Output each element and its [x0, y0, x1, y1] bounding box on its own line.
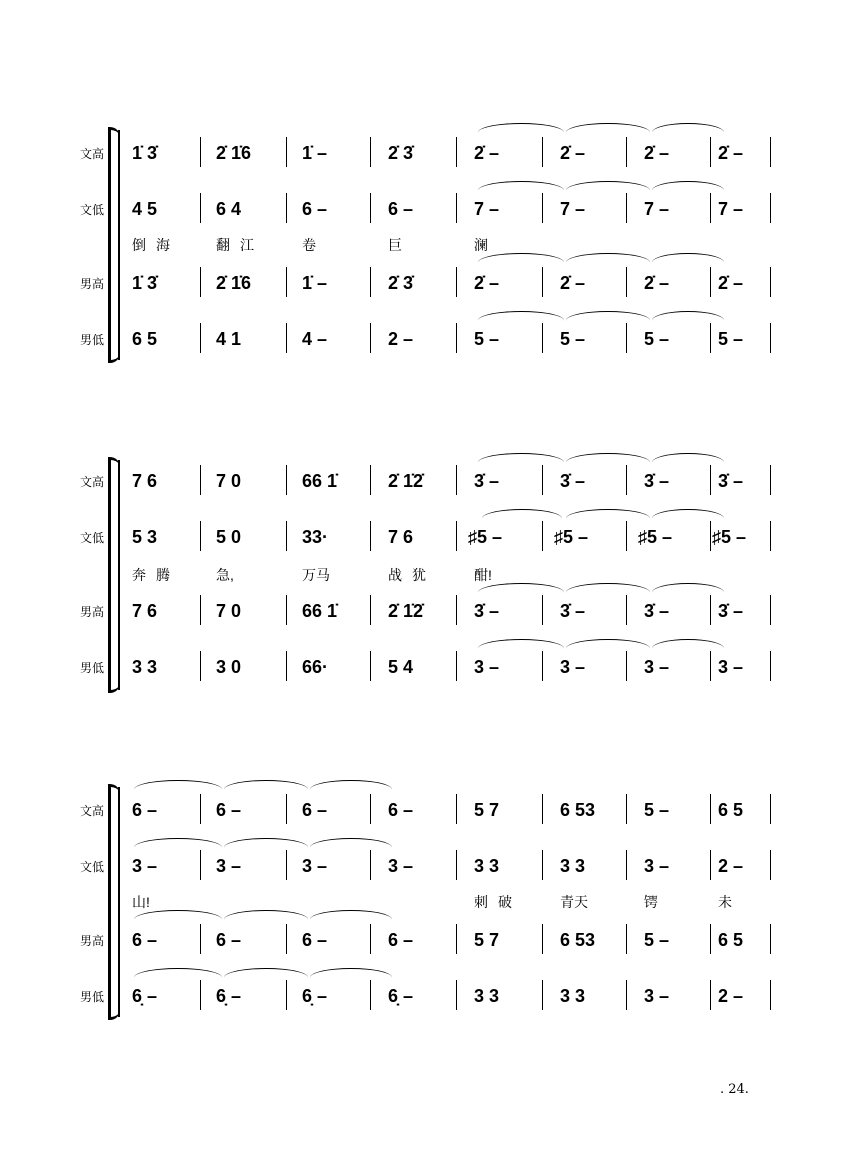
bar: ♯5 – [468, 527, 503, 547]
bar: 6 – [302, 199, 328, 219]
bar: 2̇ 1̇6 [216, 143, 252, 163]
bar: 5 – [644, 800, 670, 820]
bar: 3̇ – [644, 471, 670, 491]
barline [286, 267, 287, 297]
tie [652, 453, 724, 472]
barline [770, 850, 771, 880]
barline [770, 651, 771, 681]
barline [370, 595, 371, 625]
voice-row [0, 976, 862, 1016]
tie [478, 453, 564, 472]
bar: 6 – [216, 800, 242, 820]
tie [652, 509, 724, 528]
tie [478, 583, 564, 602]
barline [200, 137, 201, 167]
barline [456, 323, 457, 353]
bar: ♯5 – [712, 527, 747, 547]
barline [370, 521, 371, 551]
barline [770, 595, 771, 625]
bar: 3 – [388, 856, 414, 876]
bar: 6 – [132, 800, 158, 820]
barline [286, 137, 287, 167]
bar: 3 – [216, 856, 242, 876]
voice-row [0, 517, 862, 557]
barline [770, 267, 771, 297]
lyric: 山! [132, 894, 150, 910]
barline [286, 651, 287, 681]
bar: 7 – [560, 199, 586, 219]
barline [286, 465, 287, 495]
bar: 5 – [718, 329, 744, 349]
bar: 2̇ 3̇ [388, 273, 414, 293]
voice-label: 男低 [79, 990, 104, 1004]
bar: 5 3 [132, 527, 158, 547]
voice-label: 男高 [79, 934, 104, 948]
tie [566, 123, 650, 142]
tie [134, 780, 222, 799]
bar: 6 5 [132, 329, 158, 349]
bar: 2̇ – [644, 273, 670, 293]
barline [542, 850, 543, 880]
bar: 5 – [560, 329, 586, 349]
barline [710, 924, 711, 954]
barline [456, 267, 457, 297]
voice-label: 文高 [79, 804, 104, 818]
bar: 6 – [302, 930, 328, 950]
lyric: 奔 [132, 567, 146, 583]
barline [542, 924, 543, 954]
system-3 [0, 782, 862, 1022]
bar: 5 7 [474, 800, 500, 820]
tie [478, 181, 564, 200]
bar: 3̇ – [474, 601, 500, 621]
bar: 7 0 [216, 471, 242, 491]
voice-label: 文高 [79, 475, 104, 489]
barline [200, 595, 201, 625]
bar: 2̇ – [718, 273, 744, 293]
lyric: 倒 [132, 237, 146, 253]
tie [134, 968, 222, 987]
lyric: 刺 [474, 894, 488, 910]
bar: 1̇ 3̇ [132, 143, 158, 163]
barline [626, 794, 627, 824]
bar: 6 – [388, 930, 414, 950]
tie [652, 123, 724, 142]
bar: 1̇ – [302, 143, 328, 163]
tie [652, 181, 724, 200]
bar: 5 – [644, 930, 670, 950]
tie [566, 311, 650, 330]
bar: 2̇ 1̇2̇ [388, 471, 424, 491]
lyric: 翻 [216, 237, 230, 253]
barline [770, 193, 771, 223]
bar: 6̣ – [302, 986, 328, 1006]
barline [626, 850, 627, 880]
lyric: 战 [388, 567, 402, 583]
bar: 5 – [644, 329, 670, 349]
bar: 3̇ – [474, 471, 500, 491]
bar: 4 5 [132, 199, 158, 219]
voice-row [0, 591, 862, 631]
barline [200, 193, 201, 223]
tie [224, 910, 308, 929]
barline [542, 980, 543, 1010]
tie [224, 780, 308, 799]
tie [652, 253, 724, 272]
bar: 2̇ – [644, 143, 670, 163]
bar: 2̇ – [560, 143, 586, 163]
bar: 7 – [644, 199, 670, 219]
tie [478, 253, 564, 272]
bar: 2̇ 1̇2̇ [388, 601, 424, 621]
bar: 3 – [132, 856, 158, 876]
barline [456, 193, 457, 223]
barline [370, 323, 371, 353]
barline [200, 323, 201, 353]
voice-row [0, 920, 862, 960]
tie [566, 583, 650, 602]
tie [224, 838, 308, 857]
voice-row [0, 263, 862, 303]
bar: 3 – [474, 657, 500, 677]
bar: 2̇ – [474, 143, 500, 163]
tie [566, 639, 650, 658]
bar: 3 – [644, 986, 670, 1006]
barline [770, 980, 771, 1010]
tie [310, 838, 392, 857]
barline [770, 794, 771, 824]
tie [224, 968, 308, 987]
bar: 2 – [718, 986, 744, 1006]
bar: 7 – [718, 199, 744, 219]
voice-label: 文高 [79, 147, 104, 161]
bar: 6 53 [560, 930, 596, 950]
barline [370, 651, 371, 681]
bar: 3̇ – [718, 471, 744, 491]
bar: 6 – [302, 800, 328, 820]
lyric: 卷 [302, 237, 316, 253]
bar: 7 6 [388, 527, 414, 547]
bar: 3̇ – [560, 471, 586, 491]
bar: 6 4 [216, 199, 242, 219]
bar: 1̇ – [302, 273, 328, 293]
voice-row [0, 319, 862, 359]
barline [710, 980, 711, 1010]
barline [456, 651, 457, 681]
tie [566, 509, 650, 528]
bar: 5 – [474, 329, 500, 349]
tie [652, 311, 724, 330]
voice-row [0, 461, 862, 501]
tie [310, 910, 392, 929]
bar: 2̇ 3̇ [388, 143, 414, 163]
page-number: . 24. [720, 1082, 749, 1097]
bar: 66· [302, 657, 329, 677]
lyric: 犹 [412, 567, 426, 583]
bar: 3 – [644, 657, 670, 677]
bar: 3 3 [560, 986, 586, 1006]
bar: 6 – [216, 930, 242, 950]
barline [770, 465, 771, 495]
bar: 3 3 [474, 986, 500, 1006]
voice-row [0, 790, 862, 830]
bar: 2̇ 1̇6 [216, 273, 252, 293]
bar: 6̣ – [388, 986, 414, 1006]
bar: 3 3 [132, 657, 158, 677]
barline [200, 465, 201, 495]
lyric: 江 [240, 237, 254, 253]
bar: 4 1 [216, 329, 242, 349]
barline [370, 267, 371, 297]
tie [478, 123, 564, 142]
bar: 1̇ 3̇ [132, 273, 158, 293]
bar: 7 – [474, 199, 500, 219]
barline [770, 924, 771, 954]
bar: 6 – [388, 800, 414, 820]
barline [200, 267, 201, 297]
barline [456, 980, 457, 1010]
bar: 6 5 [718, 800, 744, 820]
bar: 5 7 [474, 930, 500, 950]
system-1 [0, 125, 862, 365]
bar: 33· [302, 527, 329, 547]
tie [652, 639, 724, 658]
bar: 3 – [560, 657, 586, 677]
lyric: 锷 [644, 894, 658, 910]
lyric: 万马 [302, 567, 330, 583]
bar: 2̇ – [718, 143, 744, 163]
voice-row [0, 133, 862, 173]
barline [200, 521, 201, 551]
voice-label: 文低 [79, 203, 104, 217]
bar: 3 0 [216, 657, 242, 677]
voice-label: 男高 [79, 277, 104, 291]
barline [200, 651, 201, 681]
bar: 3 – [644, 856, 670, 876]
lyric: 急, [216, 567, 234, 583]
lyric: 青天 [560, 894, 588, 910]
voice-row [0, 647, 862, 687]
voice-label: 男高 [79, 605, 104, 619]
barline [456, 850, 457, 880]
lyric: 澜 [474, 237, 488, 253]
bar: 6̣ – [216, 986, 242, 1006]
bar: ♯5 – [638, 527, 673, 547]
barline [626, 924, 627, 954]
voice-row [0, 189, 862, 229]
bar: 7 6 [132, 601, 158, 621]
bar: 3̇ – [718, 601, 744, 621]
bar: 6 5 [718, 930, 744, 950]
tie [310, 780, 392, 799]
bar: 3 – [302, 856, 328, 876]
voice-label: 男低 [79, 333, 104, 347]
barline [286, 595, 287, 625]
bar: 5 0 [216, 527, 242, 547]
bar: 2̇ – [560, 273, 586, 293]
barline [370, 465, 371, 495]
barline [456, 465, 457, 495]
lyric: 酣! [474, 567, 492, 583]
barline [770, 323, 771, 353]
bar: 3 – [718, 657, 744, 677]
lyric: 海 [156, 237, 170, 253]
bar: ♯5 – [554, 527, 589, 547]
bar: 6 53 [560, 800, 596, 820]
tie [134, 910, 222, 929]
voice-label: 文低 [79, 531, 104, 545]
tie [566, 253, 650, 272]
bar: 5 4 [388, 657, 414, 677]
lyric: 破 [498, 894, 512, 910]
barline [456, 521, 457, 551]
barline [542, 794, 543, 824]
barline [770, 137, 771, 167]
tie [478, 311, 564, 330]
barline [370, 137, 371, 167]
tie [134, 838, 222, 857]
bar: 6̣ – [132, 986, 158, 1006]
bar: 3̇ – [644, 601, 670, 621]
voice-label: 男低 [79, 661, 104, 675]
tie [652, 583, 724, 602]
tie [566, 453, 650, 472]
barline [456, 595, 457, 625]
bar: 2 – [388, 329, 414, 349]
bar: 3 3 [474, 856, 500, 876]
tie [566, 181, 650, 200]
bar: 66 1̇ [302, 601, 338, 621]
bar: 4 – [302, 329, 328, 349]
lyric: 未 [718, 894, 732, 910]
tie [310, 968, 392, 987]
voice-row [0, 846, 862, 886]
barline [456, 794, 457, 824]
bar: 6 – [388, 199, 414, 219]
voice-label: 文低 [79, 860, 104, 874]
lyric: 腾 [156, 567, 170, 583]
barline [286, 521, 287, 551]
system-2 [0, 455, 862, 695]
barline [770, 521, 771, 551]
barline [286, 323, 287, 353]
barline [456, 137, 457, 167]
lyric: 巨 [388, 237, 402, 253]
bar: 3 3 [560, 856, 586, 876]
bar: 7 6 [132, 471, 158, 491]
barline [286, 193, 287, 223]
barline [626, 980, 627, 1010]
barline [456, 924, 457, 954]
barline [710, 850, 711, 880]
bar: 2̇ – [474, 273, 500, 293]
bar: 7 0 [216, 601, 242, 621]
bar: 6 – [132, 930, 158, 950]
tie [478, 639, 564, 658]
bar: 66 1̇ [302, 471, 338, 491]
barline [710, 794, 711, 824]
tie [482, 509, 562, 528]
barline [370, 193, 371, 223]
bar: 2 – [718, 856, 744, 876]
bar: 3̇ – [560, 601, 586, 621]
